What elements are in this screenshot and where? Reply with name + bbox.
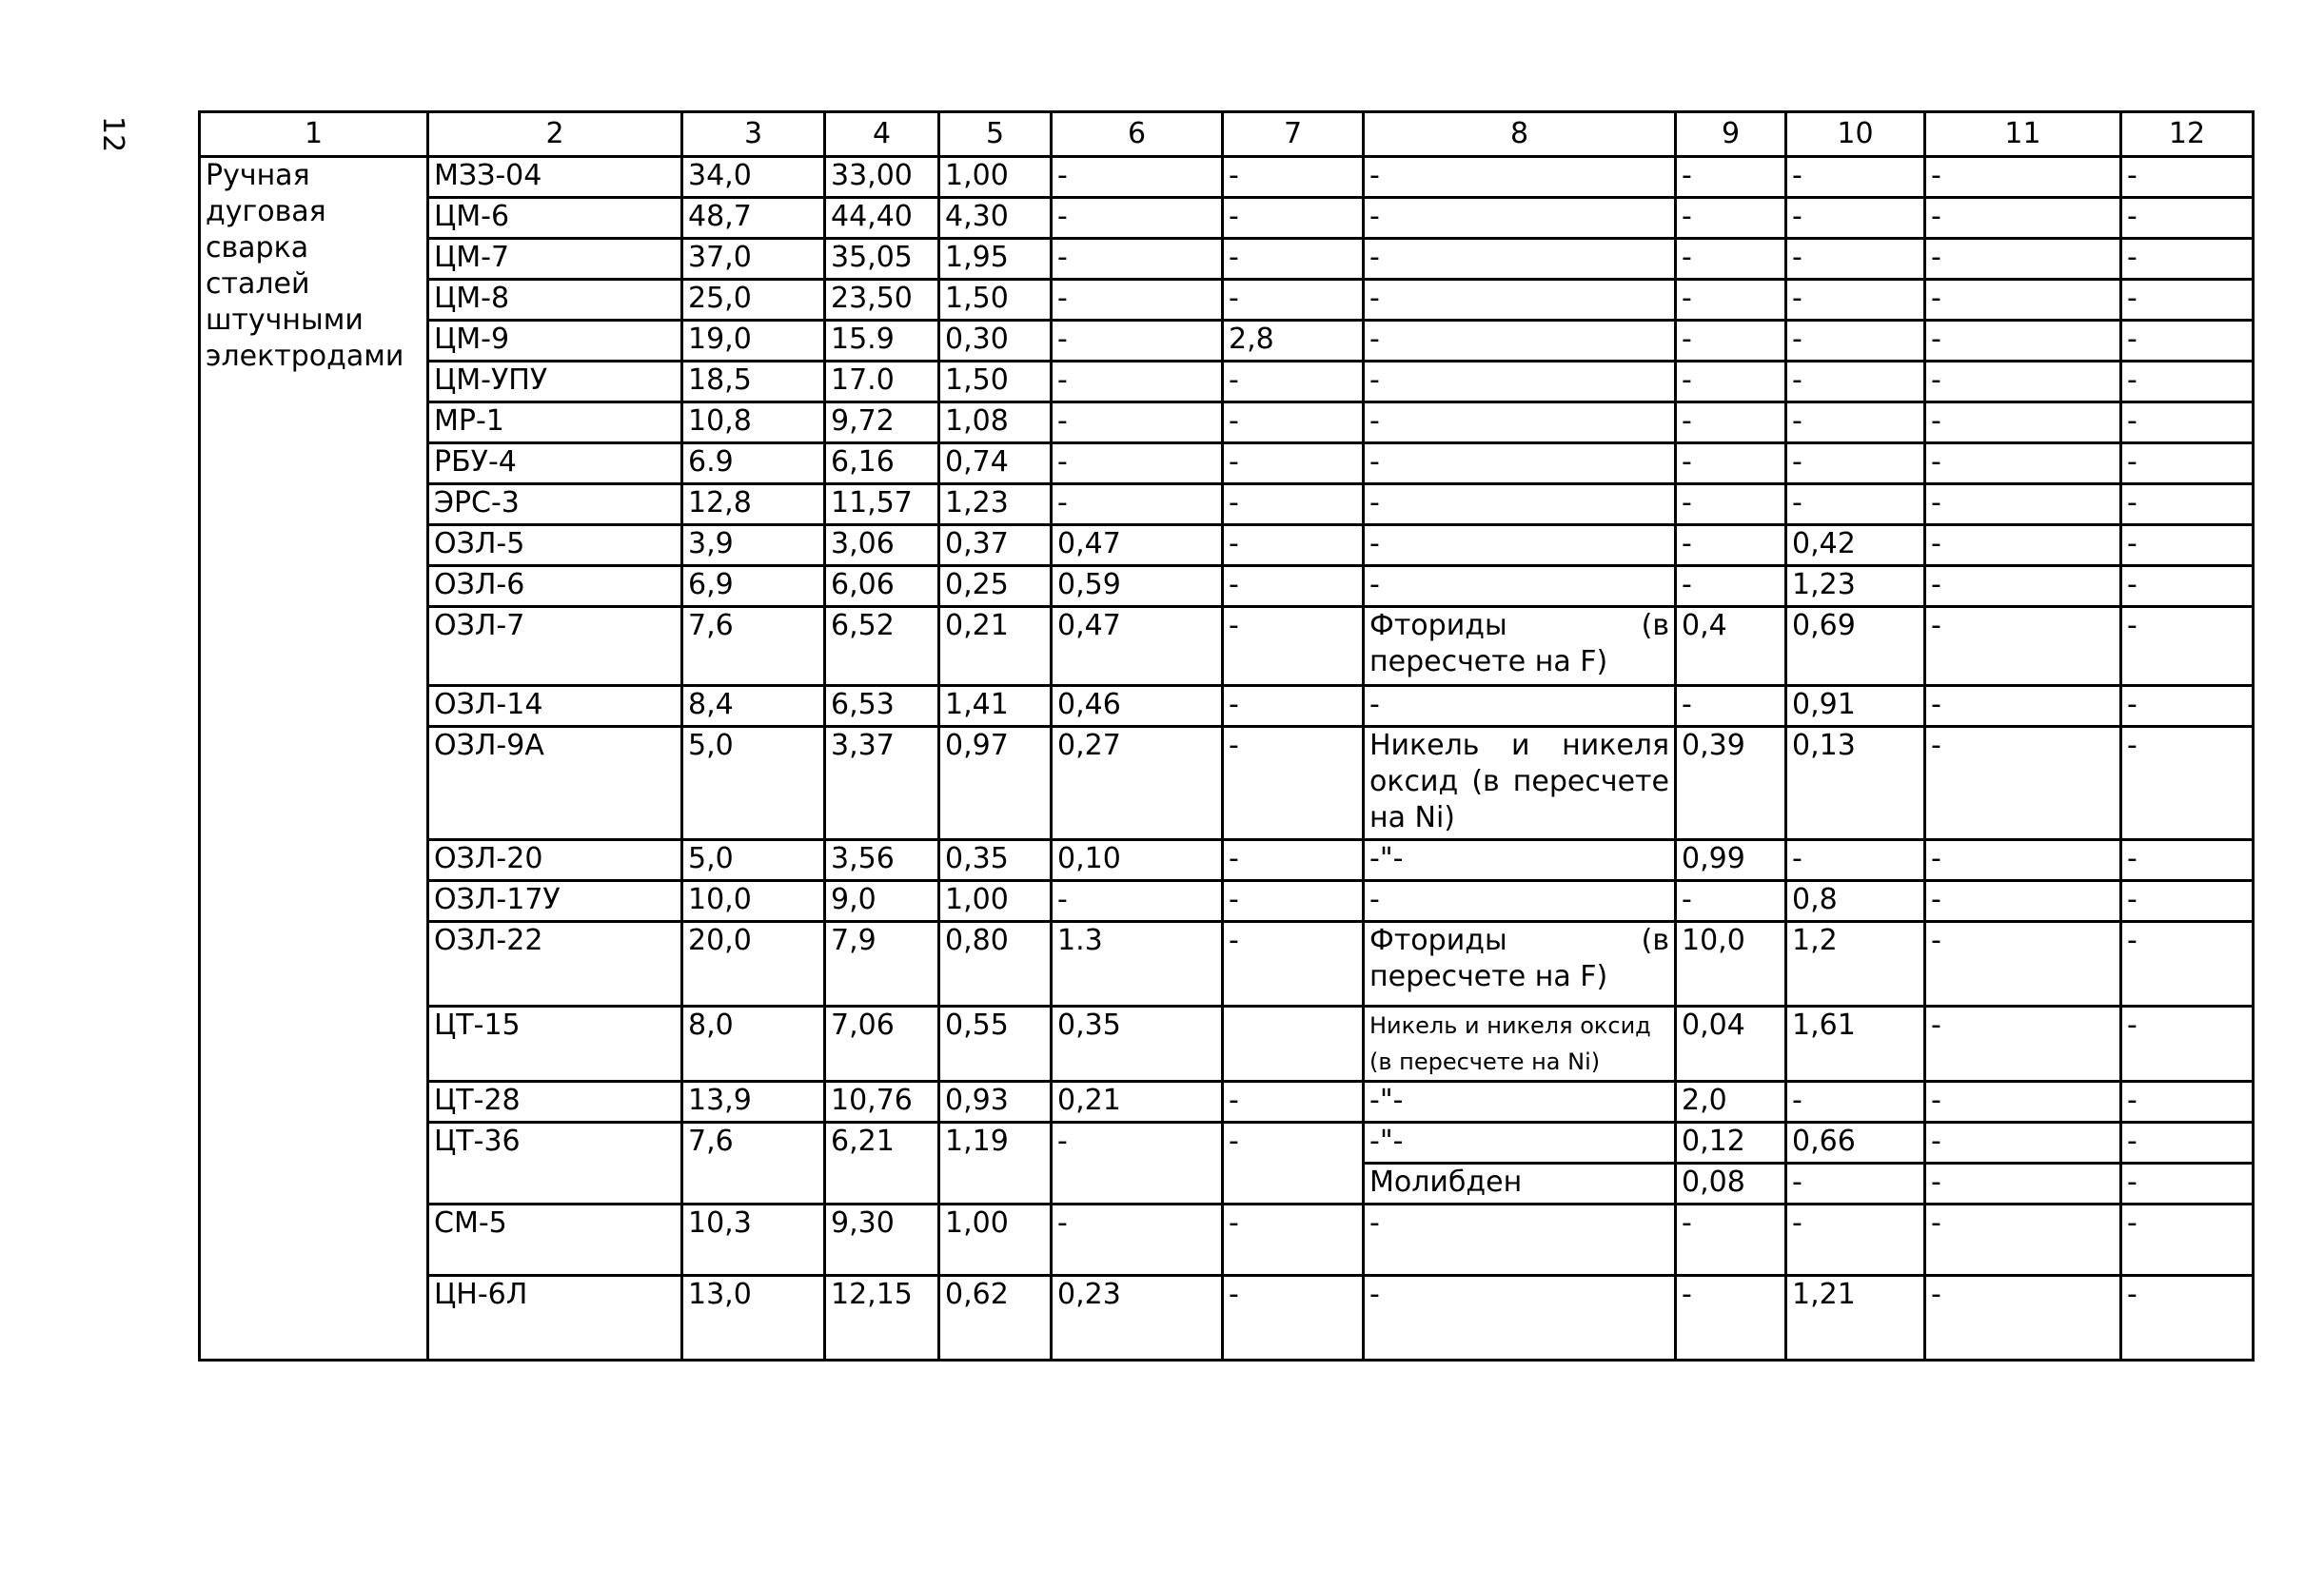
table-cell: - (1676, 239, 1786, 280)
table-cell: 0,42 (1786, 525, 1925, 566)
table-row (200, 1082, 2254, 1123)
table-cell: 19,0 (682, 321, 825, 362)
table-cell: - (2121, 566, 2254, 607)
table-cell: - (2121, 1007, 2254, 1082)
table-cell: 37,0 (682, 239, 825, 280)
table-cell: - (1052, 443, 1223, 484)
table-row (200, 566, 2254, 607)
table-cell: - (1223, 484, 1364, 525)
table-cell: 35,05 (825, 239, 939, 280)
operation-cell: Ручная дуговая сварка сталей штучными электродами (200, 157, 428, 1361)
table-cell: - (2121, 840, 2254, 881)
table-cell: ОЗЛ-9А (428, 727, 682, 840)
table-cell: ОЗЛ-17У (428, 881, 682, 922)
table-cell: - (1925, 727, 2121, 840)
table-cell: 3,56 (825, 840, 939, 881)
table-cell: 1,50 (939, 280, 1052, 321)
table-cell: - (1786, 484, 1925, 525)
table-cell: - (1925, 1007, 2121, 1082)
table-cell: - (1925, 198, 2121, 239)
column-header: 8 (1364, 112, 1676, 157)
table-cell: ОЗЛ-6 (428, 566, 682, 607)
table-cell: - (1052, 239, 1223, 280)
table-cell: 0,08 (1676, 1164, 1786, 1205)
table-cell: 11,57 (825, 484, 939, 525)
table-cell: - (2121, 922, 2254, 1007)
table-cell: 0,59 (1052, 566, 1223, 607)
table-cell: - (1925, 443, 2121, 484)
table-row (200, 198, 2254, 239)
table-row (200, 239, 2254, 280)
table-cell: - (1052, 362, 1223, 402)
table-cell: 9,0 (825, 881, 939, 922)
table-cell: - (1223, 1276, 1364, 1361)
table-cell: - (1925, 686, 2121, 727)
table-cell: 1,00 (939, 881, 1052, 922)
table-cell: - (1364, 443, 1676, 484)
column-header: 4 (825, 112, 939, 157)
table-cell: ОЗЛ-7 (428, 607, 682, 686)
table-cell: - (2121, 157, 2254, 198)
table-cell: 0,99 (1676, 840, 1786, 881)
table-cell: 7,6 (682, 607, 825, 686)
table-cell: - (1364, 881, 1676, 922)
table-cell: 7,06 (825, 1007, 939, 1082)
table-row (200, 525, 2254, 566)
table-cell: - (2121, 881, 2254, 922)
table-cell: - (1223, 1082, 1364, 1123)
table-cell: - (1925, 484, 2121, 525)
table-cell: 18,5 (682, 362, 825, 402)
table-cell: 1.3 (1052, 922, 1223, 1007)
table-cell: 0,04 (1676, 1007, 1786, 1082)
table-cell: ЦМ-8 (428, 280, 682, 321)
table-cell: - (1364, 362, 1676, 402)
column-header: 5 (939, 112, 1052, 157)
table-cell: - (1676, 1276, 1786, 1361)
table-cell: - (2121, 1164, 2254, 1205)
column-header: 2 (428, 112, 682, 157)
table-cell: - (1925, 1205, 2121, 1276)
table-cell: 0,69 (1786, 607, 1925, 686)
table-cell: - (1223, 157, 1364, 198)
table-cell: - (1223, 686, 1364, 727)
table-cell: - (2121, 1276, 2254, 1361)
table-cell: - (1223, 198, 1364, 239)
table-row (200, 727, 2254, 840)
table-cell: 1,21 (1786, 1276, 1925, 1361)
table-cell: Фториды (в пересчете на F) (1364, 922, 1676, 1007)
table-cell: 0,8 (1786, 881, 1925, 922)
table-cell: - (1786, 443, 1925, 484)
table-cell: - (1052, 321, 1223, 362)
table-cell: - (1925, 607, 2121, 686)
table-cell: - (1925, 566, 2121, 607)
table-cell: ОЗЛ-22 (428, 922, 682, 1007)
table-cell: МР-1 (428, 402, 682, 443)
table-cell: - (1786, 1164, 1925, 1205)
table-cell: ЭРС-3 (428, 484, 682, 525)
table-row (200, 402, 2254, 443)
table-cell: - (1364, 157, 1676, 198)
table-cell: 0,93 (939, 1082, 1052, 1123)
table-cell: - (1925, 1164, 2121, 1205)
table-cell: ЦМ-УПУ (428, 362, 682, 402)
column-header: 11 (1925, 112, 2121, 157)
table-cell: 7,6 (682, 1123, 825, 1205)
table-cell: - (1223, 239, 1364, 280)
table-cell: - (1364, 525, 1676, 566)
table-cell: 1,61 (1786, 1007, 1925, 1082)
table-cell: Никель и никеля оксид (в пересчете на Ni) (1364, 727, 1676, 840)
table-cell: 1,95 (939, 239, 1052, 280)
table-cell: Никель и никеля оксид (в пересчете на Ni) (1364, 1007, 1676, 1082)
table-cell: - (1223, 443, 1364, 484)
table-cell: 20,0 (682, 922, 825, 1007)
column-header: 9 (1676, 112, 1786, 157)
table-cell: 6,06 (825, 566, 939, 607)
table-cell: - (1052, 198, 1223, 239)
table-cell: - (1676, 881, 1786, 922)
table-cell: 0,47 (1052, 607, 1223, 686)
table-cell: - (1925, 1123, 2121, 1164)
table-cell: - (2121, 1123, 2254, 1164)
table-cell: ЦМ-7 (428, 239, 682, 280)
table-cell: - (2121, 362, 2254, 402)
table-cell: ЦТ-28 (428, 1082, 682, 1123)
table-cell: Молибден (1364, 1164, 1676, 1205)
table-cell: - (1925, 1082, 2121, 1123)
table-cell: 0,27 (1052, 727, 1223, 840)
table-cell: - (1364, 1205, 1676, 1276)
table-cell: 4,30 (939, 198, 1052, 239)
table-cell: - (1676, 362, 1786, 402)
table-cell: - (1364, 321, 1676, 362)
table-cell: ЦТ-36 (428, 1123, 682, 1205)
table-row (200, 443, 2254, 484)
table-cell: ЦМ-9 (428, 321, 682, 362)
table-row (200, 686, 2254, 727)
table-cell: 0,97 (939, 727, 1052, 840)
table-cell: - (1223, 840, 1364, 881)
table-cell: - (2121, 321, 2254, 362)
table-cell: 10,3 (682, 1205, 825, 1276)
table-cell: - (1925, 239, 2121, 280)
table-cell: - (1676, 157, 1786, 198)
emissions-table (198, 110, 2255, 1362)
table-row (200, 881, 2254, 922)
table-cell: - (1364, 1276, 1676, 1361)
table-cell: - (2121, 1205, 2254, 1276)
table-cell: 1,50 (939, 362, 1052, 402)
table-cell: - (1925, 840, 2121, 881)
table-cell: - (1925, 157, 2121, 198)
table-cell: 8,4 (682, 686, 825, 727)
table-cell: 0,4 (1676, 607, 1786, 686)
table-cell: - (1364, 239, 1676, 280)
table-cell: 0,39 (1676, 727, 1786, 840)
table-row (200, 840, 2254, 881)
table-cell: - (1364, 280, 1676, 321)
table-cell: 7,9 (825, 922, 939, 1007)
table-cell: - (1223, 1205, 1364, 1276)
table-cell: 6,21 (825, 1123, 939, 1205)
table-cell: 10,8 (682, 402, 825, 443)
table-cell: - (1786, 280, 1925, 321)
table-cell: - (1786, 402, 1925, 443)
table-row (200, 607, 2254, 686)
table-cell: - (1052, 1123, 1223, 1205)
table-cell: - (1223, 881, 1364, 922)
table-row (200, 362, 2254, 402)
column-header: 7 (1223, 112, 1364, 157)
table-cell: - (1364, 402, 1676, 443)
table-cell: 25,0 (682, 280, 825, 321)
table-cell: - (2121, 198, 2254, 239)
table-cell: - (1925, 280, 2121, 321)
table-cell: - (1786, 198, 1925, 239)
table-cell: 2,0 (1676, 1082, 1786, 1123)
table-cell: 3,9 (682, 525, 825, 566)
table-cell: - (1925, 525, 2121, 566)
table-row (200, 1276, 2254, 1361)
table-cell: 0,35 (1052, 1007, 1223, 1082)
table-cell: - (1364, 686, 1676, 727)
table-cell: - (1925, 1276, 2121, 1361)
table-cell: - (2121, 484, 2254, 525)
table-cell: - (1052, 402, 1223, 443)
table-cell: 5,0 (682, 840, 825, 881)
table-row (200, 280, 2254, 321)
table-cell: 12,15 (825, 1276, 939, 1361)
table-cell: - (2121, 727, 2254, 840)
table-cell: - (1052, 280, 1223, 321)
table-cell: - (1786, 1205, 1925, 1276)
table-cell: - (1364, 566, 1676, 607)
table-cell: 6.9 (682, 443, 825, 484)
table-cell: -"- (1364, 840, 1676, 881)
table-cell: 9,72 (825, 402, 939, 443)
table-cell: - (1223, 1123, 1364, 1205)
table-cell: 0,47 (1052, 525, 1223, 566)
table-cell: 0,74 (939, 443, 1052, 484)
table-cell: - (1052, 484, 1223, 525)
table-cell: 1,08 (939, 402, 1052, 443)
table-cell: - (1676, 686, 1786, 727)
table-cell: 3,06 (825, 525, 939, 566)
table-cell: ОЗЛ-14 (428, 686, 682, 727)
table-cell: - (1223, 922, 1364, 1007)
table-cell: - (1676, 443, 1786, 484)
table-cell: 13,9 (682, 1082, 825, 1123)
table-cell: - (1925, 402, 2121, 443)
table-cell: - (2121, 1082, 2254, 1123)
table-cell: - (1786, 239, 1925, 280)
table-cell: - (2121, 443, 2254, 484)
table-cell: - (1925, 321, 2121, 362)
table-cell: 1,41 (939, 686, 1052, 727)
table-cell: 0,23 (1052, 1276, 1223, 1361)
table-cell: 2,8 (1223, 321, 1364, 362)
table-cell: - (1925, 362, 2121, 402)
table-cell: 6,9 (682, 566, 825, 607)
table-cell: - (1223, 362, 1364, 402)
table-cell: ОЗЛ-20 (428, 840, 682, 881)
table-cell: 0,21 (939, 607, 1052, 686)
table-cell: - (1223, 402, 1364, 443)
table-cell: 33,00 (825, 157, 939, 198)
table-cell: 12,8 (682, 484, 825, 525)
table-cell: 0,80 (939, 922, 1052, 1007)
table-cell: 0,10 (1052, 840, 1223, 881)
table-cell: - (1676, 198, 1786, 239)
table-cell: 0,13 (1786, 727, 1925, 840)
table-cell: - (2121, 239, 2254, 280)
table-cell: - (1223, 727, 1364, 840)
table-cell: - (1676, 321, 1786, 362)
table-cell: - (1676, 402, 1786, 443)
table-cell: 0,46 (1052, 686, 1223, 727)
table-cell: - (1223, 280, 1364, 321)
table-cell: - (1786, 362, 1925, 402)
table-cell: - (2121, 525, 2254, 566)
table-cell: 0,35 (939, 840, 1052, 881)
table-cell: 1,00 (939, 157, 1052, 198)
table-cell (1223, 1007, 1364, 1082)
column-header: 3 (682, 112, 825, 157)
table-row (200, 484, 2254, 525)
table-cell: 23,50 (825, 280, 939, 321)
table-cell: 1,00 (939, 1205, 1052, 1276)
table-cell: ЦН-6Л (428, 1276, 682, 1361)
column-header: 12 (2121, 112, 2254, 157)
table-cell: - (2121, 607, 2254, 686)
table-cell: 5,0 (682, 727, 825, 840)
table-cell: 1,19 (939, 1123, 1052, 1205)
table-cell: - (1925, 881, 2121, 922)
table-row (200, 157, 2254, 198)
table-cell: - (1052, 157, 1223, 198)
table-cell: -"- (1364, 1123, 1676, 1164)
page-number: 12 (96, 116, 129, 153)
table-cell: 6,52 (825, 607, 939, 686)
table-cell: 10,76 (825, 1082, 939, 1123)
header-row (200, 112, 2254, 157)
table-cell: 0,12 (1676, 1123, 1786, 1164)
table-cell: ЦТ-15 (428, 1007, 682, 1082)
table-cell: - (1223, 607, 1364, 686)
table-cell: 9,30 (825, 1205, 939, 1276)
table-cell: -"- (1364, 1082, 1676, 1123)
table-cell: 48,7 (682, 198, 825, 239)
table-cell: - (1052, 881, 1223, 922)
table-cell: - (1052, 1205, 1223, 1276)
table-row (200, 922, 2254, 1007)
table-cell: - (1223, 566, 1364, 607)
table-cell: 44,40 (825, 198, 939, 239)
table-cell: ОЗЛ-5 (428, 525, 682, 566)
table-cell: ЦМ-6 (428, 198, 682, 239)
table-cell: РБУ-4 (428, 443, 682, 484)
table-cell: 0,66 (1786, 1123, 1925, 1164)
table-cell: МЗЗ-04 (428, 157, 682, 198)
table-cell: - (1676, 1205, 1786, 1276)
table-cell: 1,23 (1786, 566, 1925, 607)
table-cell: 13,0 (682, 1276, 825, 1361)
table-cell: - (2121, 280, 2254, 321)
table-cell: - (1786, 840, 1925, 881)
column-header: 6 (1052, 112, 1223, 157)
table-cell: - (2121, 686, 2254, 727)
table-row (200, 1205, 2254, 1276)
table-cell: - (2121, 402, 2254, 443)
table-cell: - (1676, 566, 1786, 607)
table-cell: 0,55 (939, 1007, 1052, 1082)
table-cell: - (1786, 1082, 1925, 1123)
table-cell: 3,37 (825, 727, 939, 840)
table-row (200, 321, 2254, 362)
table-cell: 6,53 (825, 686, 939, 727)
table-row (200, 1007, 2254, 1082)
table-cell: 6,16 (825, 443, 939, 484)
table-cell: - (1676, 525, 1786, 566)
table-cell: 10,0 (682, 881, 825, 922)
table-cell: СМ-5 (428, 1205, 682, 1276)
table-cell: 0,21 (1052, 1082, 1223, 1123)
table-cell: 1,23 (939, 484, 1052, 525)
table-cell: - (1925, 922, 2121, 1007)
table-cell: - (1786, 321, 1925, 362)
table-cell: - (1676, 484, 1786, 525)
table-cell: 0,37 (939, 525, 1052, 566)
table-cell: 17.0 (825, 362, 939, 402)
table-cell: - (1786, 157, 1925, 198)
table-cell: 8,0 (682, 1007, 825, 1082)
table-cell: 0,30 (939, 321, 1052, 362)
column-header: 10 (1786, 112, 1925, 157)
table-cell: 15.9 (825, 321, 939, 362)
table-row (200, 1123, 2254, 1164)
table-cell: - (1223, 525, 1364, 566)
table-cell: 0,25 (939, 566, 1052, 607)
table-cell: Фториды (в пересчете на F) (1364, 607, 1676, 686)
table-cell: 10,0 (1676, 922, 1786, 1007)
table-cell: - (1676, 280, 1786, 321)
table-cell: 34,0 (682, 157, 825, 198)
table-cell: - (1364, 484, 1676, 525)
table-cell: 0,91 (1786, 686, 1925, 727)
table-cell: 0,62 (939, 1276, 1052, 1361)
table-cell: 1,2 (1786, 922, 1925, 1007)
table-cell: - (1364, 198, 1676, 239)
column-header: 1 (200, 112, 428, 157)
